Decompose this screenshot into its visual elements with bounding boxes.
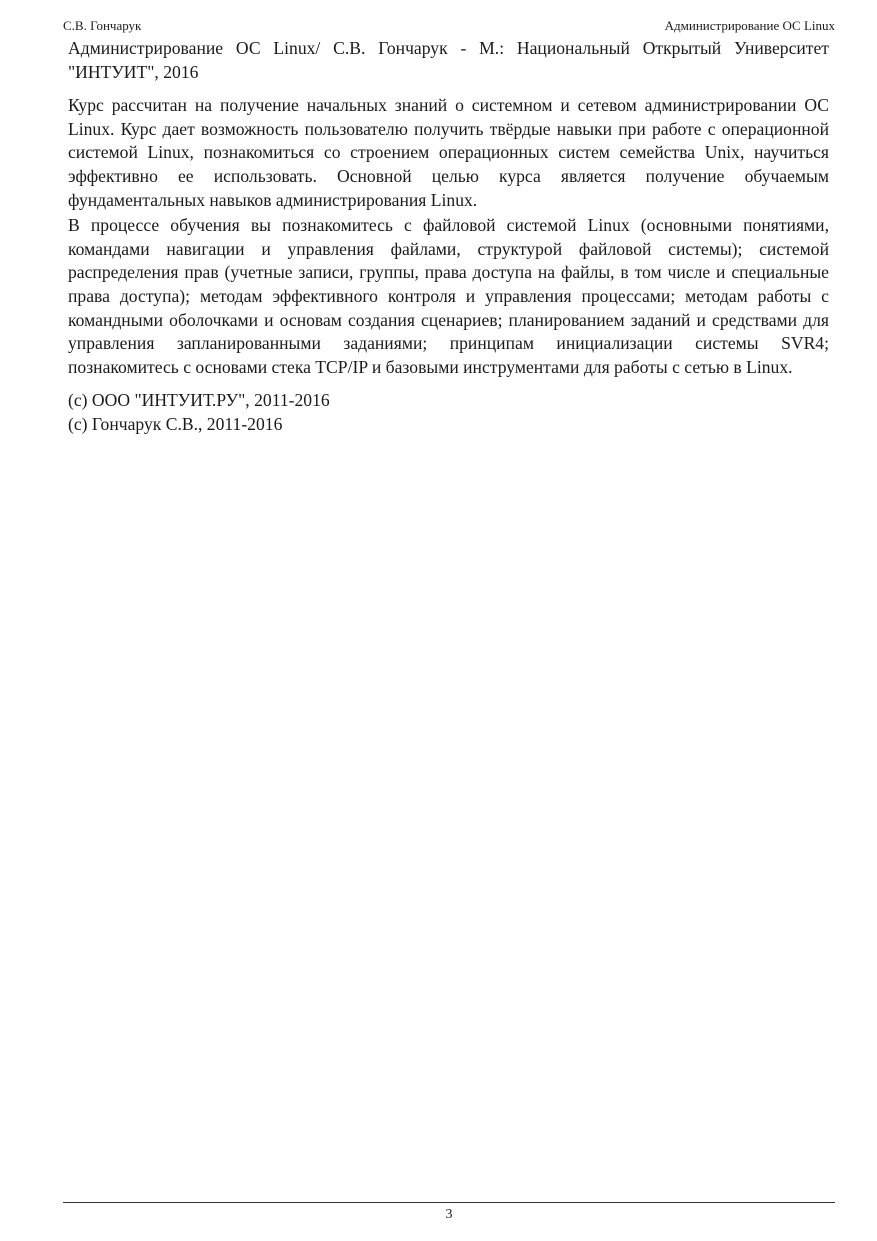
page-number: 3 xyxy=(445,1207,453,1222)
bibliographic-citation: Администрирование ОС Linux/ С.В. Гончарук - М.: Национальный Открытый Университет "ИНТУИТ", 2016 xyxy=(68,38,829,82)
copyright-publisher: (c) ООО "ИНТУИТ.РУ", 2011-2016 xyxy=(68,390,330,411)
copyright-block xyxy=(68,389,829,436)
page-content xyxy=(68,37,829,437)
page-header xyxy=(63,15,835,37)
footer-divider xyxy=(63,1202,835,1203)
header-author: С.В. Гончарук xyxy=(63,18,142,33)
course-abstract-paragraph: Курс рассчитан на получение начальных знаний о системном и сетевом администрировании ОС Linux. Курс дает возможность пользователю получить твёрдые навыки при работе с операционной системой Linux, познакомиться со строением операционных систем семейства Unix, научиться эффективно ее использовать. Основной целью курса является получение обучаемым фундаментальных навыков администрирования Linux. xyxy=(68,95,829,210)
course-topics-paragraph: В процессе обучения вы познакомитесь с файловой системой Linux (основными понятиями, командами навигации и управления файлами, структурой файловой системы); системой распределения прав (учетные записи, группы, права доступа на файлы, в том числе и специальные права доступа); методам эффективного контроля и управления процессами; методам работы с командными оболочками и основам создания сценариев; планированием заданий и средствами для управления запланированными заданиями; принципам инициализации системы SVR4; познакомитесь с основами стека TCP/IP и базовыми инструментами для работы с сетью в Linux. xyxy=(68,215,829,377)
copyright-author: (c) Гончарук С.В., 2011-2016 xyxy=(68,413,283,434)
header-course-title: Администрирование ОС Linux xyxy=(664,18,835,33)
